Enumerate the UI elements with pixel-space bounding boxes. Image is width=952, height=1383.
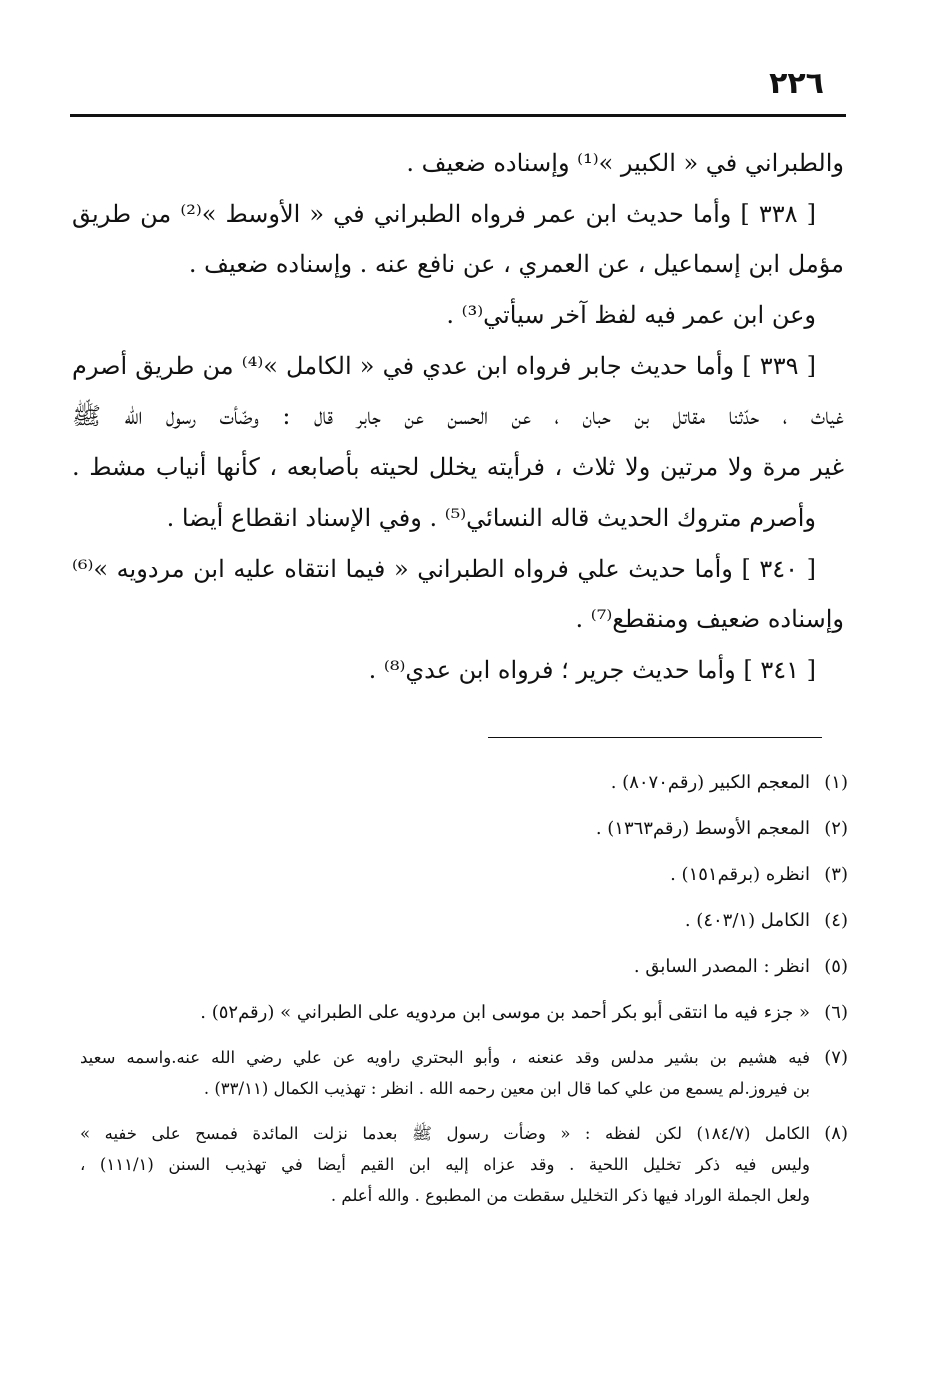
footnote-number: (٤)	[824, 910, 848, 931]
footnote-text: بن فيروز.لم يسمع من علي كما قال ابن معين رحمه الله . انظر : تهذيب الكمال (٣٣/١١) .	[203, 1079, 810, 1098]
footnote	[80, 806, 848, 852]
text-line: [ ٣٤٠ ] وأما حديث علي فرواه الطبراني « فيما انتقاه عليه ابن مردويه »⁽⁶⁾	[72, 554, 816, 583]
footnote	[80, 1118, 848, 1211]
footnote-number: (٦)	[824, 1002, 848, 1023]
footnote-number: (٨)	[824, 1123, 848, 1144]
footnotes	[80, 760, 848, 1211]
text-line: وإسناده ضعيف ومنقطع⁽⁷⁾ .	[575, 605, 844, 634]
footnote-text: المعجم الكبير (رقم٨٠٧٠) .	[610, 772, 810, 793]
footnote	[80, 852, 848, 898]
footnote-number: (١)	[824, 772, 848, 793]
text-line: مؤمل ابن إسماعيل ، عن العمري ، عن نافع عنه . وإسناده ضعيف .	[188, 250, 844, 279]
footnote-number: (٥)	[824, 956, 848, 977]
footnote-text: انظره (برقم١٥١) .	[670, 864, 810, 885]
footnote-number: (٢)	[824, 818, 848, 839]
page-number: ٢٢٦	[769, 66, 824, 101]
text-line: والطبراني في « الكبير »⁽¹⁾ وإسناده ضعيف .	[406, 149, 844, 177]
text-line: وعن ابن عمر فيه لفظ آخر سيأتي⁽³⁾ .	[446, 301, 816, 330]
footnote-text: انظر : المصدر السابق .	[633, 956, 810, 977]
text-line: [ ٣٣٩ ] وأما حديث جابر فرواه ابن عدي في « الكامل »⁽⁴⁾ من طريق أصرم	[72, 351, 816, 380]
footnote-text: وليس فيه ذكر تخليل اللحية . وقد عزاه إليه ابن القيم أيضا في تهذيب السنن (١١١/١) ،	[80, 1155, 810, 1174]
text-line: وأصرم متروك الحديث قاله النسائي⁽⁵⁾ . وفي الإسناد انقطاع أيضا .	[166, 503, 816, 532]
text-line: غير مرة ولا مرتين ولا ثلاث ، فرأيته يخلل لحيته بأصابعه ، كأنها أنياب مشط .	[72, 453, 844, 482]
footnote	[80, 944, 848, 990]
footnote-text: الكامل (١٨٤/٧) لكن لفظه : « وضأت رسول ﷺ بعدما نزلت المائدة فمسح على خفيه »	[80, 1124, 810, 1143]
text-line: [ ٣٣٨ ] وأما حديث ابن عمر فرواه الطبراني في « الأوسط »⁽²⁾ من طريق	[72, 199, 816, 228]
footnote	[80, 1042, 848, 1104]
footnote-text: ولعل الجملة الوراد فيها ذكر التخليل سقطت من المطبوع . والله أعلم .	[330, 1186, 810, 1205]
footnote-number: (٧)	[824, 1047, 848, 1068]
footnote-number: (٣)	[824, 864, 848, 885]
header-rule	[70, 114, 846, 117]
text-line: [ ٣٤١ ] وأما حديث جرير ؛ فرواه ابن عدي⁽⁸⁾ .	[368, 655, 816, 684]
footnote-text: الكامل (٤٠٣/١) .	[684, 910, 810, 931]
footnote-text: المعجم الأوسط (رقم١٣٦٣) .	[595, 818, 810, 839]
text-line: غياث ، حدّثنا مقاتل بن حبان ، عن الحسن عن جابر قال : وضّأت رسول الله ﷺ	[72, 402, 844, 431]
main-text	[72, 138, 844, 696]
footnote	[80, 990, 848, 1036]
footnote	[80, 898, 848, 944]
footnote-text: « جزء فيه ما انتقى أبو بكر أحمد بن موسى ابن مردويه على الطبراني » (رقم٥٢) .	[200, 1002, 810, 1023]
footnote-text: فيه هشيم بن بشير مدلس وقد عنعنه ، وأبو البحتري راويه عن علي رضي الله عنه.واسمه سعيد	[80, 1048, 810, 1067]
footnote-separator	[488, 737, 822, 738]
footnote	[80, 760, 848, 806]
